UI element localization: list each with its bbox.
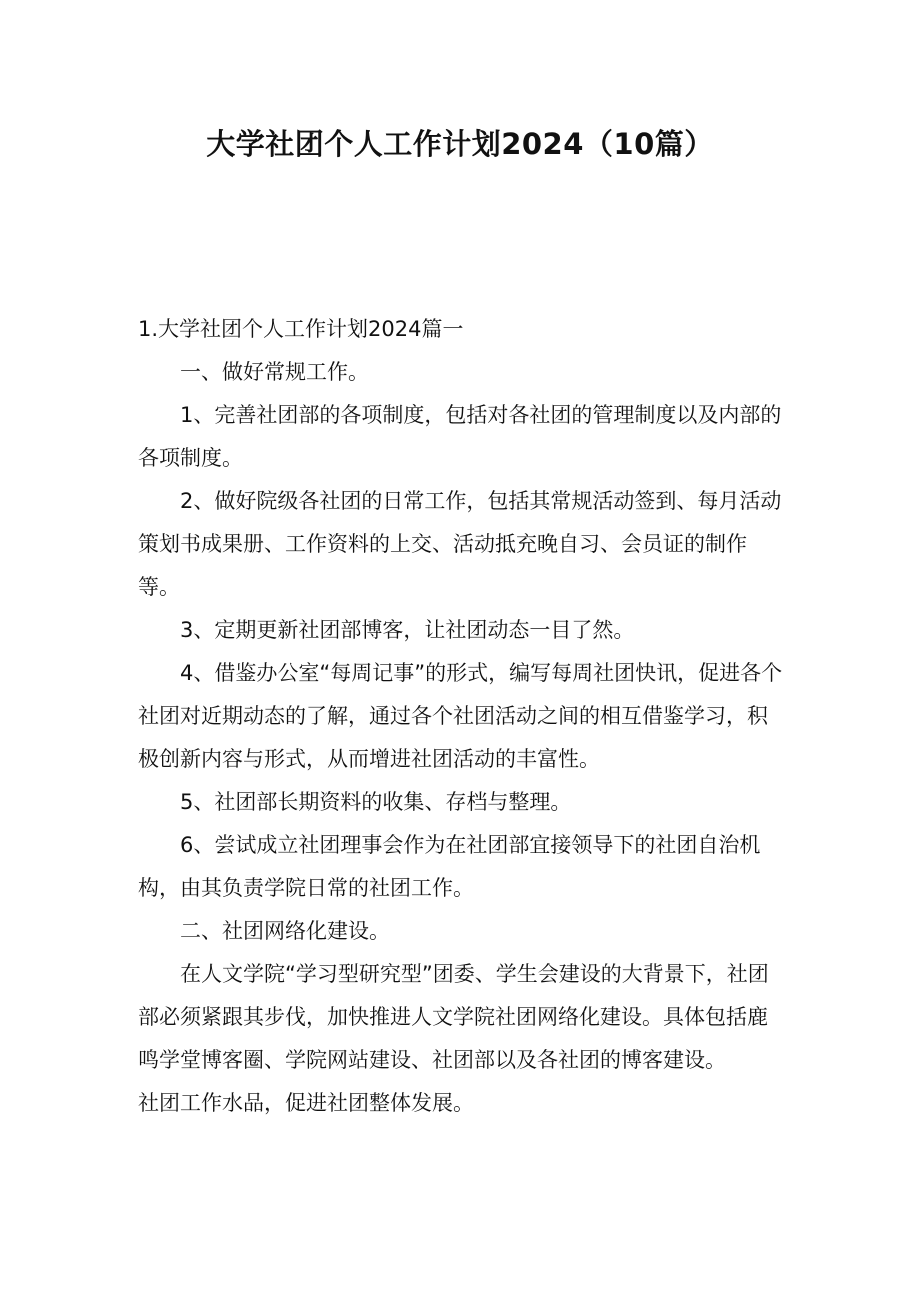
paragraph-item-5: 5、社团部长期资料的收集、存档与整理。 xyxy=(180,790,572,814)
paragraph-heading-1: 一、做好常规工作。 xyxy=(180,360,369,384)
paragraph-body: 在人文学院“学习型研究型”团委、学生会建设的大背景下，社团部必须紧跟其步伐，加快推进人文学院社团网络化建设。具体包括鹿鸣学堂博客圈、学院网站建设、社团部以及各社团的博客建设。 xyxy=(138,962,769,1072)
document-title: 大学社团个人工作计划2024（10篇） xyxy=(206,127,714,161)
paragraph-item-2: 2、做好院级各社团的日常工作，包括其常规活动签到、每月活动策划书成果册、工作资料的上交、活动抵充晚自习、会员证的制作等。 xyxy=(138,489,782,599)
paragraph-item-6: 6、尝试成立社团理事会作为在社团部宜接领导下的社团自治机构，由其负责学院日常的社团工作。 xyxy=(138,833,761,900)
paragraph-item-4: 4、借鉴办公室“每周记事”的形式，编写每周社团快讯，促进各个社团对近期动态的了解，通过各个社团活动之间的相互借鉴学习，积极创新内容与形式，从而增进社团活动的丰富性。 xyxy=(138,661,783,771)
paragraph-item-3: 3、定期更新社团部博客，让社团动态一目了然。 xyxy=(180,618,635,642)
section-heading: 1.大学社团个人工作计划2024篇一 xyxy=(138,317,464,341)
paragraph-heading-2: 二、社团网络化建设。 xyxy=(180,919,390,943)
closing-line: 社团工作水品，促进社团整体发展。 xyxy=(138,1091,474,1115)
document-body xyxy=(138,308,788,1125)
paragraph-item-1: 1、完善社团部的各项制度，包括对各社团的管理制度以及内部的各项制度。 xyxy=(138,403,782,470)
